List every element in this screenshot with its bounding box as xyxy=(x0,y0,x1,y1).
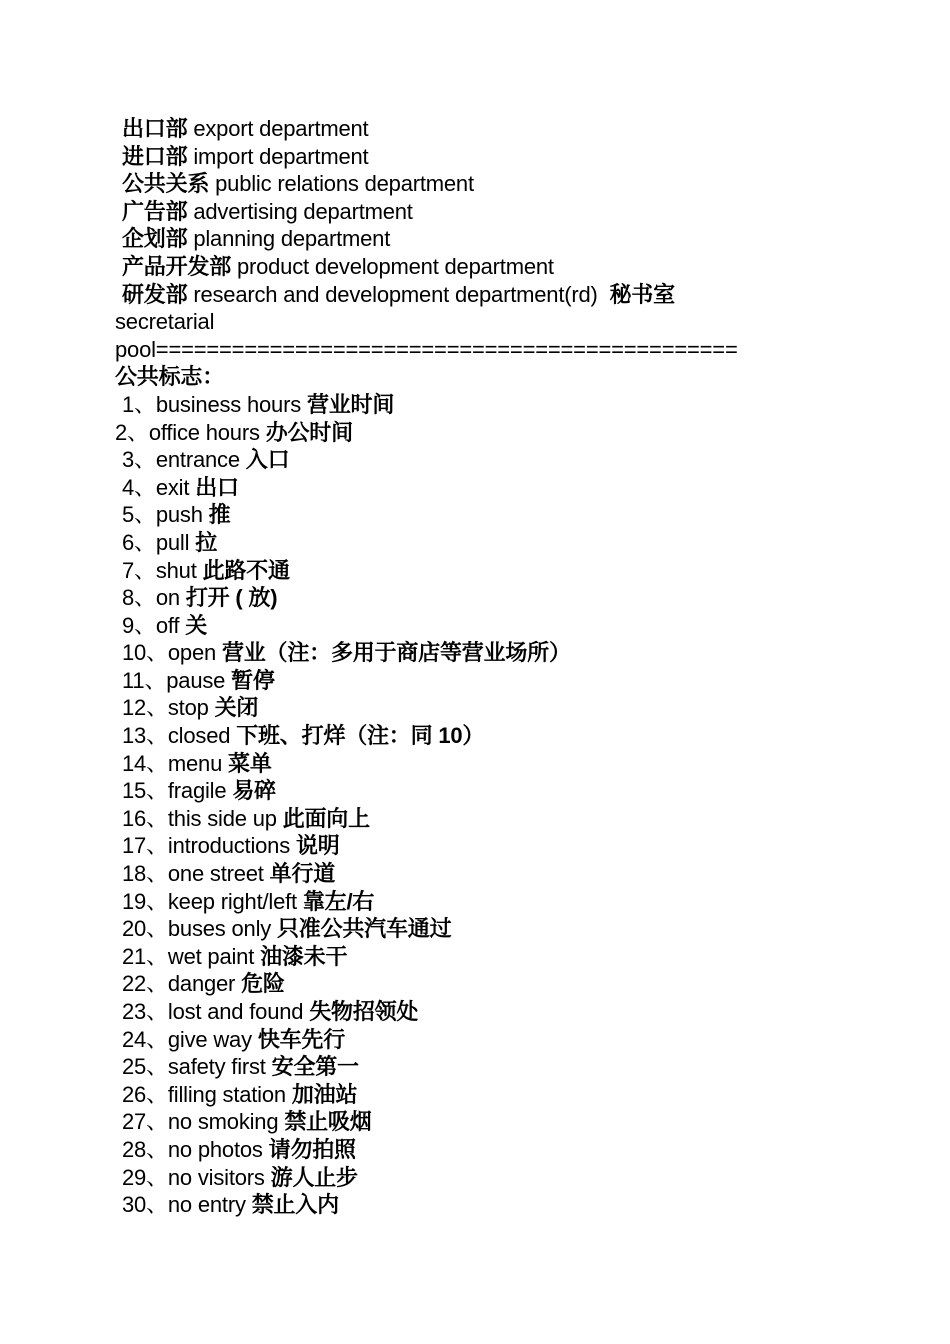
sign-item: 17、introductions 说明 xyxy=(122,833,340,859)
sign-item: 27、no smoking 禁止吸烟 xyxy=(122,1109,372,1135)
sign-item: 24、give way 快车先行 xyxy=(122,1026,345,1052)
sign-item: 8、on 打开 ( 放) xyxy=(122,585,278,611)
section-heading: 公共标志： xyxy=(115,364,225,390)
sign-item: 2、office hours 办公时间 xyxy=(115,419,353,445)
sign-item: 21、wet paint 油漆未干 xyxy=(122,943,348,969)
department-list xyxy=(115,115,875,363)
sign-item: 14、menu 菜单 xyxy=(122,750,272,776)
signs-list xyxy=(115,391,875,1219)
sign-item: 6、pull 拉 xyxy=(122,529,218,555)
department-item: 企划部 planning department xyxy=(122,226,391,252)
sign-item: 29、no visitors 游人止步 xyxy=(122,1164,358,1190)
pool-separator-line: pool============================================== xyxy=(115,336,738,362)
sign-item: 10、open 营业（注：多用于商店等营业场所） xyxy=(122,640,571,666)
sign-item: 28、no photos 请勿拍照 xyxy=(122,1136,356,1162)
sign-item: 25、safety first 安全第一 xyxy=(122,1054,359,1080)
sign-item: 4、exit 出口 xyxy=(122,474,239,500)
department-item: 产品开发部 product development department xyxy=(122,253,554,279)
department-item: 广告部 advertising department xyxy=(122,198,413,224)
sign-item: 13、closed 下班、打烊（注：同 10） xyxy=(122,723,485,749)
secretarial-line: secretarial xyxy=(115,309,215,335)
sign-item: 1、business hours 营业时间 xyxy=(122,391,395,417)
sign-item: 20、buses only 只准公共汽车通过 xyxy=(122,916,452,942)
sign-item: 11、pause 暂停 xyxy=(122,667,275,693)
document-page xyxy=(115,115,875,1219)
sign-item: 22、danger 危险 xyxy=(122,971,285,997)
sign-item: 12、stop 关闭 xyxy=(122,695,259,721)
sign-item: 19、keep right/left 靠左/右 xyxy=(122,888,375,914)
sign-item: 26、filling station 加油站 xyxy=(122,1081,358,1107)
department-item: 公共关系 public relations department xyxy=(122,171,474,197)
department-item: 出口部 export department xyxy=(122,116,369,141)
sign-item: 18、one street 单行道 xyxy=(122,861,336,887)
sign-item: 15、fragile 易碎 xyxy=(122,778,276,804)
sign-item: 23、lost and found 失物招领处 xyxy=(122,999,419,1024)
sign-item: 7、shut 此路不通 xyxy=(122,557,290,583)
sign-item: 16、this side up 此面向上 xyxy=(122,805,370,831)
sign-item: 9、off 关 xyxy=(122,612,208,638)
department-item: 进口部 import department xyxy=(122,143,369,169)
sign-item: 30、no entry 禁止入内 xyxy=(122,1192,339,1218)
sign-item: 5、push 推 xyxy=(122,502,231,528)
sign-item: 3、entrance 入口 xyxy=(122,447,290,473)
department-item-rd: 研发部 research and development department(rd) 秘书室 xyxy=(122,281,675,307)
